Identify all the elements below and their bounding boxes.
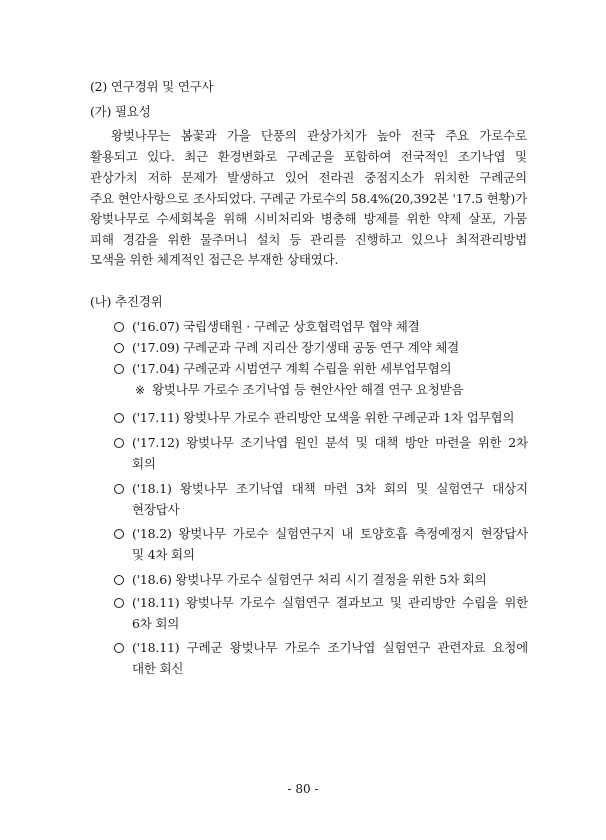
circle-bullet-icon (114, 572, 128, 588)
circle-bullet-icon (114, 410, 128, 426)
word: 대책 (374, 435, 399, 450)
word: ('17.12) (132, 435, 180, 450)
word: 있다. (147, 149, 175, 164)
word: '17.5 (452, 191, 483, 206)
section-heading: (2) 연구경위 및 연구사 (90, 79, 214, 94)
word: 구례군 (259, 191, 296, 206)
word: 왕벚나무 (186, 435, 234, 450)
word: 조사되었다. (192, 191, 256, 206)
word: 가로수 (239, 595, 276, 610)
history-item (132, 595, 528, 611)
history-item (132, 435, 528, 451)
word: 관리방안 (408, 595, 456, 610)
word: 전라권 (318, 170, 355, 185)
word: 활용되고 (90, 149, 138, 164)
para-line-7: 모색을 위한 체계적인 접근은 부재한 상태였다. (90, 252, 339, 267)
word: 측정예정지 (414, 526, 474, 541)
word: ('18.1) (132, 481, 172, 496)
word: 및 (389, 595, 402, 610)
word: 실험연구 (382, 640, 431, 655)
word: 위해 (223, 211, 247, 226)
word: 가뭄 (503, 211, 527, 226)
word: 조기낙엽 (457, 149, 506, 164)
circle-bullet-icon (114, 340, 128, 356)
word: 최적관리방법 (455, 232, 527, 247)
circle-bullet-icon (114, 435, 128, 451)
word: 시비처리와 (254, 211, 314, 226)
word: 전국 (411, 128, 435, 143)
word: 현장답사 (480, 526, 528, 541)
word: 내 (341, 526, 354, 541)
word: 및 (515, 149, 527, 164)
word: 결과보고 (335, 595, 384, 610)
word: 설치 (256, 232, 281, 247)
word: 구례군 (186, 640, 223, 655)
word: 방제를 (363, 211, 400, 226)
subheading-necessity: (가) 필요성 (90, 104, 151, 119)
history-item: ('17.09) 구례군과 구례 지리산 장기생태 공동 연구 계약 체결 (132, 340, 459, 355)
history-item (132, 640, 528, 656)
word: 왕벚나무로 (90, 211, 150, 226)
word: 가을 (226, 128, 251, 143)
circle-bullet-icon (114, 319, 128, 335)
word: 문제가 (181, 170, 218, 185)
word: 원인 (294, 435, 319, 450)
history-item: ('17.04) 구례군과 시범연구 계획 수립을 위한 세부업무협의 (132, 361, 452, 376)
word: 및 (416, 481, 428, 496)
word: 요청에 (492, 640, 528, 655)
word: 등 (289, 232, 302, 247)
history-item: ('18.6) 왕벚나무 가로수 실험연구 처리 시기 결정을 위한 5차 회의 (132, 572, 487, 587)
word: 조기낙엽 (235, 481, 284, 496)
word: 왕벚나무 (185, 595, 234, 610)
word: 단풍의 (261, 128, 297, 143)
word: 마련을 (435, 435, 471, 450)
word: 왕벚나무 (179, 481, 228, 496)
word: 저하 (147, 170, 172, 185)
word: 회의 (383, 481, 408, 496)
para-line-5 (90, 211, 527, 227)
word: 중점지소가 (364, 170, 424, 185)
history-item-cont: 회의 (132, 456, 156, 471)
word: 대상지 (492, 481, 528, 496)
word: 발생하고 (227, 170, 275, 185)
word: 가로수 (284, 640, 321, 655)
para-line-2 (90, 149, 527, 165)
word: 및 (355, 435, 368, 450)
history-item (132, 481, 528, 497)
word: 관상가치 (90, 170, 138, 185)
circle-bullet-icon (114, 481, 128, 497)
history-item-cont: 및 4차 회의 (132, 547, 195, 562)
word: 진행하고 (354, 232, 403, 247)
word: 대책 (291, 481, 316, 496)
word: 2차 (508, 435, 528, 450)
word: ('18.11) (132, 595, 180, 610)
word: 약제 (437, 211, 462, 226)
para-line-6 (90, 232, 527, 248)
word: 구례군을 (286, 149, 335, 164)
word: 최근 (184, 149, 208, 164)
word: 위한 (504, 595, 528, 610)
word: 있어 (284, 170, 309, 185)
circle-bullet-icon (114, 595, 128, 611)
word: 3차 (355, 481, 376, 496)
word: 있으나 (411, 232, 447, 247)
word: 수세회복을 (156, 211, 216, 226)
word: 포함하여 (343, 149, 392, 164)
word: 봄꽃과 (180, 128, 217, 143)
word: ('18.2) (132, 526, 172, 541)
word: 현안사항으로 (117, 191, 189, 206)
word: 경감을 (122, 232, 159, 247)
word: 위치한 (433, 170, 470, 185)
word: 방안 (404, 435, 429, 450)
para-line-4 (90, 191, 527, 207)
word: 수립을 (462, 595, 498, 610)
word: 왕벚나무 (229, 640, 278, 655)
history-item-cont: 6차 회의 (132, 616, 180, 631)
word: 가로수로 (479, 128, 527, 143)
para-line-1 (111, 128, 527, 144)
word: 실험연구 (436, 481, 484, 496)
word: 마련 (323, 481, 348, 496)
word: 위한 (167, 232, 192, 247)
word: 조기낙엽 (240, 435, 288, 450)
word: 왕벚나무는 (111, 128, 171, 143)
word: 물주머니 (200, 232, 248, 247)
word: 피해 (90, 232, 114, 247)
word: 가로수의 (299, 191, 347, 206)
word: 병충해 (320, 211, 357, 226)
word: 관리를 (310, 232, 346, 247)
word: 높아 (376, 128, 401, 143)
history-item-cont: 대한 회신 (132, 661, 184, 676)
word: 전국적인 (400, 149, 449, 164)
circle-bullet-icon (114, 361, 128, 377)
para-line-3 (90, 170, 527, 186)
word: 조기낙엽 (327, 640, 376, 655)
word: 실험연구 (281, 595, 330, 610)
word: 관련자료 (437, 640, 485, 655)
word: 가로수 (232, 526, 269, 541)
word: 환경변화로 (217, 149, 277, 164)
history-item (132, 526, 528, 542)
word: 살포, (468, 211, 496, 226)
word: 위한 (477, 435, 502, 450)
circle-bullet-icon (114, 526, 128, 542)
word: 구례군의 (479, 170, 527, 185)
history-item-cont: 현장답사 (132, 502, 180, 517)
word: 토양호흡 (359, 526, 408, 541)
word: 관상가치가 (307, 128, 367, 143)
word: 실험연구지 (275, 526, 335, 541)
history-item: ('16.07) 국립생태원 · 구례군 상호협력업무 협약 체결 (132, 319, 420, 334)
word: 주요 (90, 191, 114, 206)
word: 위한 (406, 211, 431, 226)
subheading-history: (나) 추진경위 (90, 294, 163, 309)
word: ('18.11) (132, 640, 180, 655)
word: 58.4%(20,392본 (350, 191, 449, 206)
word: 주요 (445, 128, 469, 143)
circle-bullet-icon (114, 640, 128, 656)
note-mark-icon: ※ (135, 383, 146, 397)
history-item: ('17.11) 왕벚나무 가로수 관리방안 모색을 위한 구례군과 1차 업무협의 (132, 410, 515, 425)
history-note: 왕벚나무 가로수 조기낙엽 등 현안사안 해결 연구 요청받음 (152, 382, 464, 397)
page-number: - 80 - (287, 782, 319, 796)
word: 현황)가 (486, 191, 527, 206)
word: 분석 (325, 435, 349, 450)
word: 왕벚나무 (178, 526, 226, 541)
